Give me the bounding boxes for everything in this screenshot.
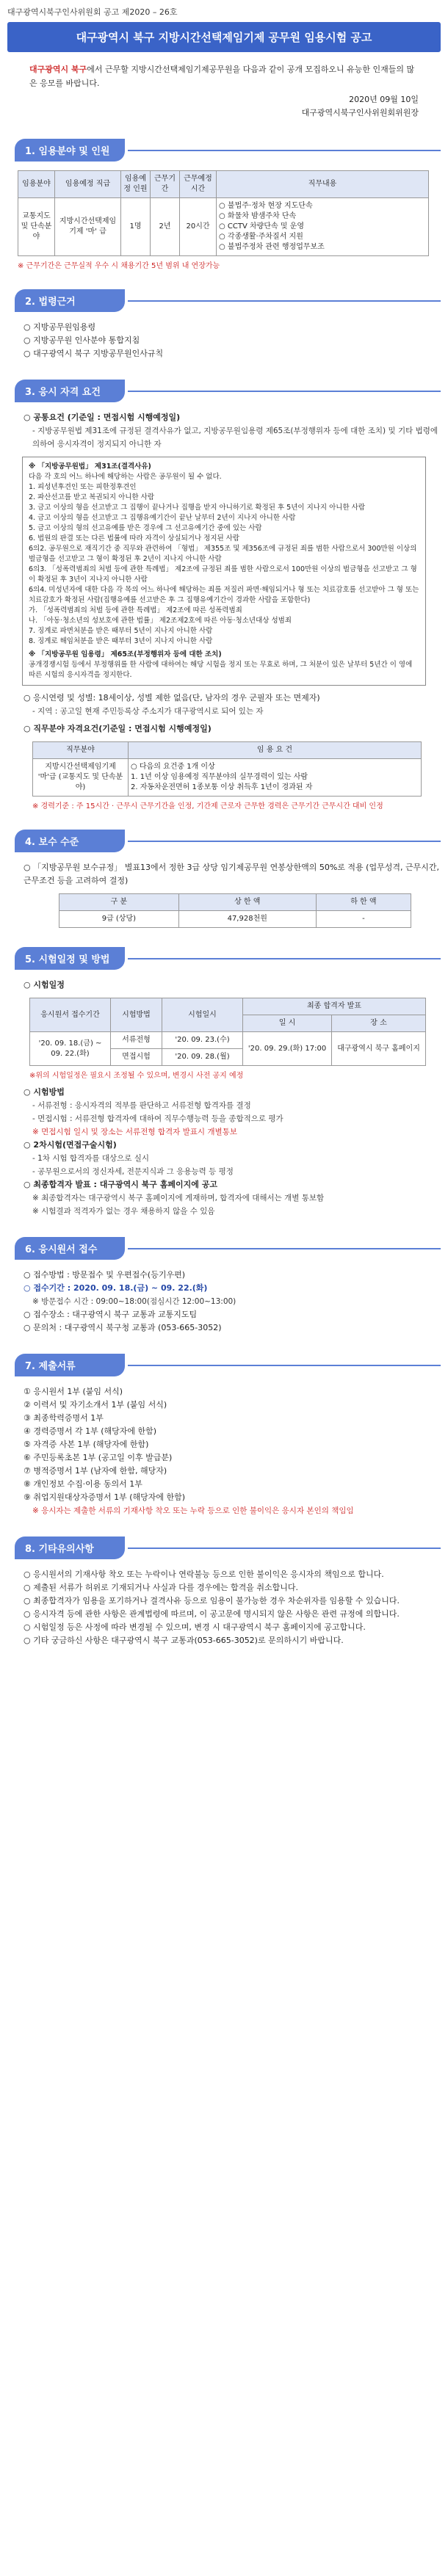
application-place: ○ 접수장소 : 대구광역시 북구 교통과 교통지도팀	[24, 1310, 198, 1319]
table-cell: -	[316, 911, 411, 928]
box-line: 2. 파산선고를 받고 복권되지 아니한 사람	[29, 493, 154, 501]
list-item: ○ 응시자격 등에 관한 사항은 관계법령에 따르며, 이 공고문에 명시되지 않은 사항은 관련 규정에 의합니다.	[24, 1609, 400, 1619]
table-header: 하 한 액	[316, 894, 411, 911]
date-issuer	[7, 93, 441, 120]
table-header-row	[18, 171, 429, 198]
intro-lead: 대구광역시 북구	[29, 65, 87, 74]
list-item: ○ 불법주·정차 현장 지도단속	[219, 202, 313, 210]
section-notices-head	[15, 1536, 441, 1559]
table-header: 근무예정 시간	[180, 171, 217, 198]
section-rule	[128, 1365, 441, 1366]
list-item: ※ 면접시험 일시 및 장소는 서류전형 합격자 발표시 개별통보	[32, 1128, 237, 1136]
box-line: 나. 「아동·청소년의 성보호에 관한 법률」 제2조제2호에 따른 아동·청소년대상 성범죄	[29, 617, 292, 625]
box-line: 다음 각 호의 어느 하나에 해당하는 사람은 공무원이 될 수 없다.	[29, 473, 222, 481]
table-header: 최종 합격자 발표	[243, 998, 426, 1015]
box-line: 6. 법원의 판결 또는 다른 법률에 따라 자격이 상실되거나 정지된 사람	[29, 534, 240, 543]
duties-cell	[217, 198, 429, 256]
list-item: ① 응시원서 1부 (붙임 서식)	[24, 1387, 123, 1396]
table-cell: 대구광역시 북구 홈페이지	[332, 1032, 426, 1066]
second-exam-title: ○ 2차시험(면접구술시험)	[24, 1140, 117, 1150]
list-item: ② 이력서 및 자기소개서 1부 (붙임 서식)	[24, 1400, 167, 1409]
box-line: 4. 금고 이상의 형을 선고받고 그 집행유예기간이 끝난 날부터 2년이 지나지 아니한 사람	[29, 514, 296, 522]
section-rule	[128, 300, 441, 302]
list-item: ④ 경력증명서 각 1부 (해당자에 한함)	[24, 1426, 157, 1436]
list-item: ○ 대구광역시 북구 지방공무원인사규칙	[24, 349, 164, 358]
schedule-note: ※위의 시험일정은 필요시 조정될 수 있으며, 변경시 사전 공지 예정	[29, 1072, 244, 1080]
table-cell: 면접시험	[111, 1049, 162, 1066]
table-header-row	[30, 998, 426, 1015]
pay-description: ○ 「지방공무원 보수규정」 별표13에서 정한 3급 상당 임기제공무원 연봉상한액의 50%로 적용 (업무성격, 근무시간, 근무조건 등을 고려하여 결정)	[24, 863, 439, 885]
section-title: 7. 제출서류	[15, 1354, 125, 1376]
job-req-title: ○ 직무분야 자격요건(기준일 : 면접시험 시행예정일)	[24, 724, 212, 733]
table-row	[59, 911, 411, 928]
table-cell: '20. 09. 18.(금) ~ 09. 22.(화)	[30, 1032, 111, 1066]
pay-table	[59, 893, 411, 928]
application-period-note: ※ 방문접수 시간 : 09:00~18:00(점심시간 12:00~13:00)	[32, 1297, 236, 1306]
issuer: 대구광역시북구인사위원회위원장	[301, 108, 419, 117]
box-line: 6의4. 미성년자에 대한 다음 각 목의 어느 하나에 해당하는 죄를 저질러 파면·해임되거나 형 또는 치료감호를 선고받아 그 형 또는 치료감호가 확정된 사람(집행유예를 선고받은 후 그 집행유예기간이 경과한 사람을 포함한다)	[29, 586, 419, 604]
list-item: 2. 자동차운전면허 1종보통 이상 취득후 1년이 경과된 자	[131, 783, 313, 791]
section-documents-head	[15, 1354, 441, 1376]
table-row	[30, 1032, 426, 1049]
table-cell: '20. 09. 29.(화) 17:00	[243, 1032, 332, 1066]
list-item: ○ 최종합격자가 임용을 포기하거나 결격사유 등으로 임용이 불가능한 경우 차순위자를 임용할 수 있습니다.	[24, 1596, 400, 1606]
application-contact: ○ 문의처 : 대구광역시 북구청 교통과 (053-665-3052)	[24, 1323, 222, 1332]
schedule-table	[29, 998, 426, 1066]
method-title: ○ 시험방법	[24, 1087, 65, 1097]
list-item: ⑦ 병적증명서 1부 (남자에 한함, 해당자)	[24, 1466, 167, 1476]
common-req-title: ○ 공통요건 (기준일 : 면접시험 시행예정일)	[24, 413, 181, 422]
table-header: 임용분야	[18, 171, 55, 198]
section-title: 6. 응시원서 접수	[15, 1237, 125, 1260]
disqualification-box	[22, 457, 426, 686]
list-item: ○ 제출된 서류가 허위로 기재되거나 사실과 다를 경우에는 합격을 취소합니다.	[24, 1583, 298, 1592]
table-cell: 20시간	[180, 198, 217, 256]
table-cell: 1명	[121, 198, 151, 256]
list-item: ○ CCTV 차량단속 및 운영	[219, 222, 304, 231]
section-recruit-head	[15, 139, 441, 162]
list-item: ○ 다음의 요건중 1개 이상	[131, 763, 215, 771]
list-item: ③ 최종학력증명서 1부	[24, 1413, 104, 1423]
table-cell: 2년	[151, 198, 180, 256]
table-header: 임용예정 인원	[121, 171, 151, 198]
list-item: - 서류전형 : 응시자격의 적부를 판단하고 서류전형 합격자를 결정	[32, 1101, 251, 1110]
section-application-head	[15, 1237, 441, 1260]
table-header: 상 한 액	[178, 894, 316, 911]
section-law-head	[15, 289, 441, 312]
box-line: 6의3. 「성폭력범죄의 처벌 등에 관한 특례법」 제2조에 규정된 죄를 범한 사람으로서 100만원 이상의 벌금형을 선고받고 그 형이 확정된 후 3년이 지나지 아니한 사람	[29, 565, 417, 584]
section-rule	[128, 391, 441, 392]
recruit-table	[18, 170, 429, 256]
documents-note: ※ 응시자는 제출한 서류의 기재사항 착오 또는 누락 등으로 인한 불이익은 응시자 본인의 책임임	[32, 1506, 354, 1515]
table-row	[33, 759, 422, 797]
section-title: 2. 법령근거	[15, 289, 125, 312]
table-header: 임용예정 직급	[55, 171, 121, 198]
section-qualification-head	[15, 380, 441, 402]
list-item: ○ 각종생활·주차질서 지원	[219, 233, 303, 241]
table-header: 구 분	[59, 894, 179, 911]
list-item: ⑨ 취업지원대상자증명서 1부 (해당자에 한함)	[24, 1492, 186, 1502]
notice-date: 2020년 09월 10일	[349, 95, 419, 104]
list-item: - 지방공무원법 제31조에 규정된 결격사유가 없고, 지방공무원임용령 제65조(부정행위자 등에 대한 조치) 및 기타 법령에 의하여 응시자격이 정지되지 아니한 자	[32, 427, 438, 449]
box-title: ※ 「지방공무원법」 제31조(결격사유)	[29, 462, 151, 471]
section-pay-head	[15, 830, 441, 852]
list-item: - 공무원으로서의 정신자세, 전문지식과 그 응용능력 등 평정	[32, 1167, 234, 1176]
table-header: 일 시	[243, 1015, 332, 1032]
box-line: 3. 금고 이상의 형을 선고받고 그 집행이 끝나거나 집행을 받지 아니하기로 확정된 후 5년이 지나지 아니한 사람	[29, 504, 366, 512]
section-title: 4. 보수 수준	[15, 830, 125, 852]
residence-requirement: - 지역 : 공고일 현재 주민등록상 주소지가 대구광역시로 되어 있는 자	[32, 707, 264, 716]
schedule-title: ○ 시험일정	[24, 980, 65, 990]
list-item: ○ 기타 궁금하신 사항은 대구광역시 북구 교통과(053-665-3052)로 문의하시기 바랍니다.	[24, 1636, 344, 1645]
list-item: ⑤ 자격증 사본 1부 (해당자에 한함)	[24, 1440, 149, 1449]
section-schedule-head	[15, 947, 441, 970]
list-item: ○ 화물차 밤샘주차 단속	[219, 212, 297, 220]
box-line: 1. 피성년후견인 또는 피한정후견인	[29, 483, 137, 491]
list-item: ⑥ 주민등록초본 1부 (공고일 이후 발급분)	[24, 1453, 173, 1462]
table-header: 근무기간	[151, 171, 180, 198]
job-requirement-table	[32, 741, 422, 797]
table-header: 임 용 요 건	[129, 742, 422, 759]
list-item: ○ 응시원서의 기재사항 착오 또는 누락이나 연락불능 등으로 인한 불이익은 응시자의 책임으로 합니다.	[24, 1570, 384, 1579]
section-rule	[128, 1548, 441, 1549]
table-cell: '20. 09. 23.(수)	[162, 1032, 243, 1049]
list-item: ○ 지방공무원임용령	[24, 322, 96, 332]
list-item: ⑧ 개인정보 수집·이용 동의서 1부	[24, 1479, 142, 1489]
box-line: 공개경쟁시험 등에서 부정행위를 한 사람에 대하여는 해당 시험을 정지 또는 무효로 하며, 그 처분이 있은 날부터 5년간 이 영에 따른 시험의 응시자격을 정지한다.	[29, 661, 413, 679]
box-title: ※ 「지방공무원 임용령」 제65조(부정행위자 등에 대한 조치)	[29, 650, 222, 658]
final-title: ○ 최종합격자 발표 : 대구광역시 북구 홈페이지에 공고	[24, 1180, 217, 1189]
list-item: - 면접시험 : 서류전형 합격자에 대하여 직무수행능력 등을 종합적으로 평가	[32, 1114, 283, 1123]
application-method: ○ 접수방법 : 방문접수 및 우편접수(등기우편)	[24, 1270, 186, 1280]
intro-paragraph	[7, 62, 441, 90]
job-note: ※ 경력기준 : 주 15시간 · 근무시 근무기간을 인정, 기간제 근로자 근무한 경력은 근무기간 근무시간 대비 인정	[32, 802, 383, 810]
list-item: - 1차 시험 합격자를 대상으로 실시	[32, 1154, 150, 1163]
intro-text: 에서 근무할 지방시간선택제임기제공무원을 다음과 같이 공개 모집하오니 유능한 인재들의 많은 응모를 바랍니다.	[29, 65, 415, 88]
table-cell: 서류전형	[111, 1032, 162, 1049]
age-requirement: ○ 응시연령 및 성별: 18세이상, 성별 제한 없음(단, 남자의 경우 군필자 또는 면제자)	[24, 693, 320, 703]
section-title: 8. 기타유의사항	[15, 1536, 125, 1559]
page-title: 대구광역시 북구 지방시간선택제임기제 공무원 임용시험 공고	[7, 22, 441, 52]
section-title: 1. 임용분야 및 인원	[15, 139, 125, 162]
box-line: 7. 징계로 파면처분을 받은 때부터 5년이 지나지 아니한 사람	[29, 627, 213, 635]
table-header: 직무내용	[217, 171, 429, 198]
table-row	[18, 198, 429, 256]
section-title: 3. 응시 자격 요건	[15, 380, 125, 402]
table-header-row	[59, 894, 411, 911]
table-header-row	[33, 742, 422, 759]
section-rule	[128, 1248, 441, 1249]
list-item: ※ 최종합격자는 대구광역시 북구 홈페이지에 게재하며, 합격자에 대해서는 개별 통보함	[32, 1194, 325, 1202]
list-item: ○ 불법주정차 관련 행정업무보조	[219, 243, 325, 251]
table-header: 장 소	[332, 1015, 426, 1032]
table-cell: 47,928천원	[178, 911, 316, 928]
table-cell: 9급 (상당)	[59, 911, 179, 928]
table-cell: '20. 09. 28.(월)	[162, 1049, 243, 1066]
box-line: 8. 징계로 해임처분을 받은 때부터 3년이 지나지 아니한 사람	[29, 637, 213, 645]
table-header: 응시원서 접수기간	[30, 998, 111, 1032]
section-rule	[128, 150, 441, 151]
section-title: 5. 시험일정 및 방법	[15, 947, 125, 970]
list-item: ○ 시험일정 등은 사정에 따라 변경될 수 있으며, 변경 시 대구광역시 북구 홈페이지에 공고합니다.	[24, 1622, 366, 1632]
box-line: 5. 금고 이상의 형의 선고유예를 받은 경우에 그 선고유예기간 중에 있는 사람	[29, 524, 262, 532]
table-cell: 지방시간선택제임기제 '마' 급	[55, 198, 121, 256]
job-req-cell	[129, 759, 422, 797]
section-rule	[128, 841, 441, 842]
section-rule	[128, 958, 441, 959]
table-header: 직무분야	[33, 742, 129, 759]
list-item: ○ 지방공무원 인사분야 통합지침	[24, 335, 140, 345]
list-item: ※ 시험결과 적격자가 없는 경우 채용하지 않을 수 있음	[32, 1207, 215, 1216]
table-cell: 지방시간선택제임기제 '마'급 (교통지도 및 단속분야)	[33, 759, 129, 797]
publication-number: 대구광역시북구인사위원회 공고 제2020 – 26호	[7, 7, 178, 17]
box-line: 6의2. 공무원으로 재직기간 중 직무와 관련하여 「형법」 제355조 및 제356조에 규정된 죄를 범한 사람으로서 300만원 이상의 벌금형을 선고받고 그 형이 확정된 후 2년이 지나지 아니한 사람	[29, 545, 417, 563]
list-item: 1. 1년 이상 임용예정 직무분야의 실무경력이 있는 사람	[131, 773, 308, 781]
table-header: 시험방법	[111, 998, 162, 1032]
box-line: 가. 「성폭력범죄의 처벌 등에 관한 특례법」 제2조에 따른 성폭력범죄	[29, 606, 242, 614]
recruit-note: ※ 근무기간은 근무실적 우수 시 채용기간 5년 범위 내 연장가능	[18, 262, 220, 270]
application-period: ○ 접수기간 : 2020. 09. 18.(금) ~ 09. 22.(화)	[24, 1283, 208, 1293]
table-cell: 교통지도 및 단속분야	[18, 198, 55, 256]
table-header: 시험일시	[162, 998, 243, 1032]
